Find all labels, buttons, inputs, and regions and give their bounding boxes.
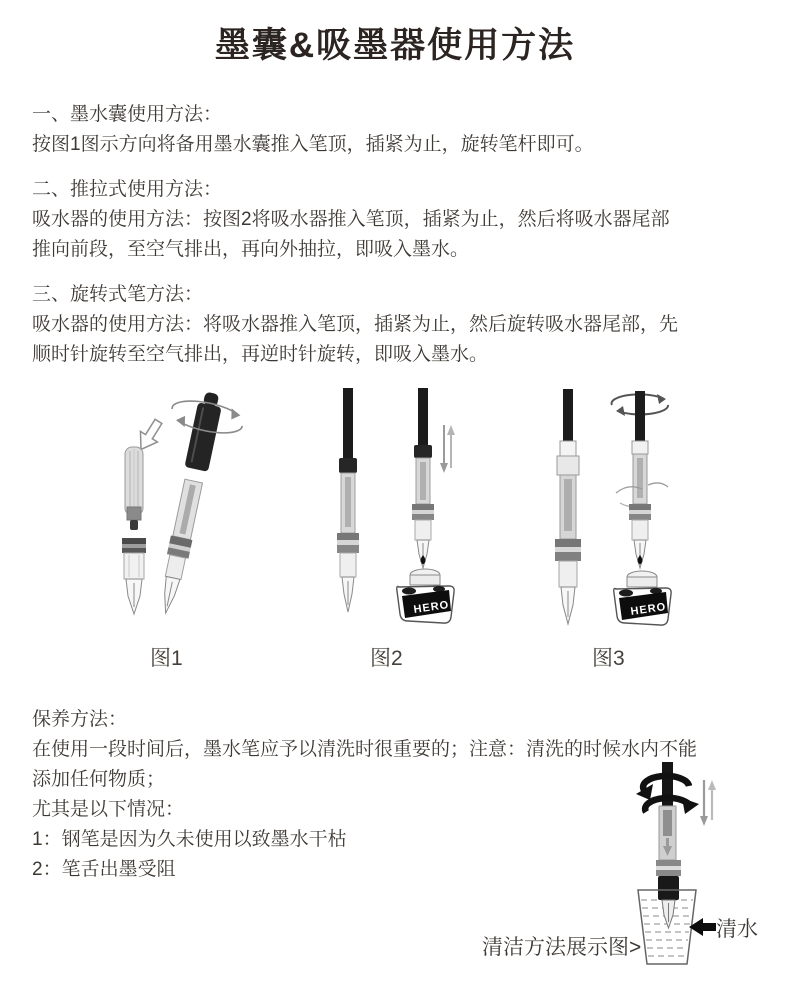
maintenance-line: 1：钢笔是因为久未使用以致墨水干枯 (32, 829, 347, 850)
page-title: 墨囊&吸墨器使用方法 (214, 26, 576, 65)
converter-pen (337, 388, 359, 612)
pen-in-water (656, 762, 681, 928)
maintenance-heading: 保养方法： (32, 709, 128, 730)
figure-1-illustration (70, 383, 300, 639)
section-heading: 二、推拉式使用方法： (32, 179, 223, 200)
ink-bottle (614, 571, 671, 625)
section-line: 顺时针旋转至空气排出，再逆时针旋转，即吸入墨水。 (32, 344, 489, 365)
section-rotary (32, 280, 758, 370)
section-ink-cartridge (32, 100, 758, 160)
section-line: 推向前段，至空气排出，再向外抽拉，即吸入墨水。 (32, 239, 470, 260)
section-line: 吸水器的使用方法：按图2将吸水器推入笔顶，插紧为止，然后将吸水器尾部 (32, 209, 670, 230)
cleaning-caption: 清洁方法展示图> (482, 936, 642, 959)
left-arrow-icon (689, 918, 716, 936)
capped-pen-tilted (154, 391, 224, 616)
section-line: 按图1图示方向将备用墨水囊推入笔顶，插紧为止，旋转笔杆即可。 (32, 134, 594, 155)
figure-2-label: 图2 (370, 647, 403, 670)
section-heading: 一、墨水囊使用方法： (32, 104, 223, 125)
ink-bottle-brand: HERO (629, 601, 667, 618)
usage-instructions (32, 100, 758, 385)
maintenance-line: 尤其是以下情况： (32, 799, 185, 820)
section-push-pull (32, 175, 758, 265)
section-line: 吸水器的使用方法：将吸水器推入笔顶，插紧为止，然后旋转吸水器尾部，先 (32, 314, 679, 335)
ink-cartridge (125, 447, 143, 530)
section-heading: 三、旋转式笔方法： (32, 284, 204, 305)
maintenance-line: 在使用一段时间后，墨水笔应予以清洗时很重要的；注意：清洗的时候水内不能 (32, 739, 698, 760)
figure-2-illustration (318, 383, 473, 641)
figure-3-label: 图3 (592, 647, 625, 670)
up-down-arrows-icon (440, 425, 455, 473)
maintenance-line: 添加任何物质； (32, 769, 166, 790)
maintenance-line: 2：笔舌出墨受阻 (32, 859, 176, 880)
figure-1-label: 图1 (150, 647, 183, 670)
pen-front-section (122, 538, 146, 614)
figure-3-illustration (528, 383, 703, 641)
up-down-arrows-icon (700, 780, 716, 826)
converter-pen (555, 389, 581, 624)
clean-water-label: 清水 (716, 918, 758, 941)
converter-pen-rotating (616, 391, 668, 568)
converter-pen-filling (412, 388, 434, 568)
ink-bottle-brand: HERO (412, 599, 450, 616)
ink-bottle (397, 569, 454, 623)
